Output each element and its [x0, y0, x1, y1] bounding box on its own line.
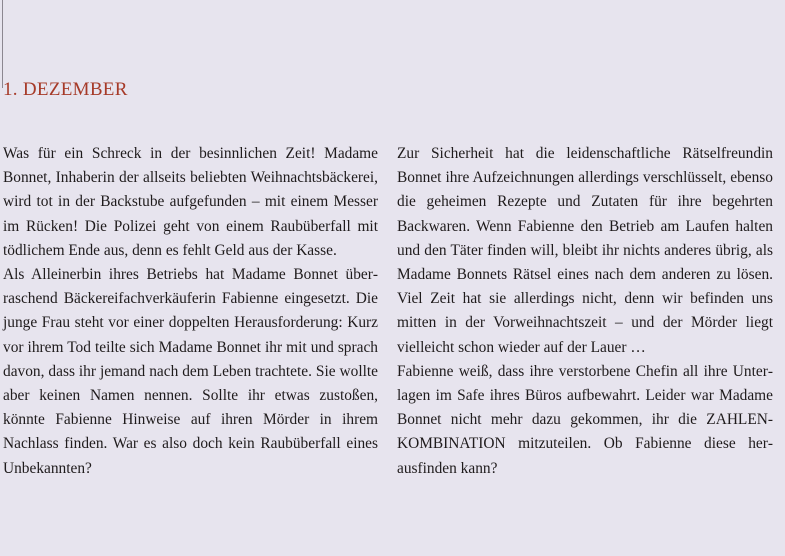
left-text-column [3, 142, 378, 481]
right-text-column [397, 142, 773, 481]
margin-rule [2, 0, 3, 88]
paragraph-intro: Was für ein Schreck in der besinnlichen Zeit! Madame Bonnet, Inhaberin der allseits beliebten Weihnachtsbäckerei, wird tot in der Backstube aufgefunden – mit einem Messer im Rücken! Die Polizei geht von einem Raubüberfall mit tödlichem Ende aus, denn es fehlt Geld aus der Kasse. [3, 145, 378, 259]
paragraph-encryption: Zur Sicherheit hat die leidenschaftliche Rätselfreundin Bonnet ihre Aufzeichnungen allerdings verschlüsselt, ebenso die geheimen Rezepte und Zutaten für ihre begehrten Backwaren. Wenn Fabienne den Betrieb am Laufen halten und den Täter finden will, bleibt ihr nichts anderes übrig, als Madame Bonnets Rätsel eines nach dem anderen zu lösen. Viel Zeit hat sie allerdings nicht, denn wir befinden uns mitten in der Vorweihnachtszeit – und der Mörder liegt vielleicht schon wieder auf der Lauer … [397, 145, 773, 356]
paragraph-heiress: Als Alleinerbin ihres Betriebs hat Madame Bonnet überraschend Bäckereifachverkäuferin Fabienne eingesetzt. Die junge Frau steht vor einer doppelten Herausforderung: Kurz vor ihrem Tod teilte sich Madame Bonnet ihr mit und sprach davon, dass ihr jemand nach dem Leben trachtete. Sie wollte aber keinen Namen nennen. Sollte ihr etwas zustoßen, könnte Fabienne Hinweise auf ihren Mörder in ihrem Nachlass finden. War es also doch kein Raubüberfall eines Unbekannten? [3, 266, 378, 477]
paragraph-safe: Fabienne weiß, dass ihre verstorbene Chefin all ihre Unterlagen im Safe ihres Büros aufbewahrt. Leider war Madame Bonnet nicht mehr dazu gekommen, ihr die ZAHLENKOMBINATION mitzuteilen. Ob Fabienne diese herausfinden kann? [397, 362, 773, 477]
chapter-heading: 1. DEZEMBER [3, 79, 128, 100]
